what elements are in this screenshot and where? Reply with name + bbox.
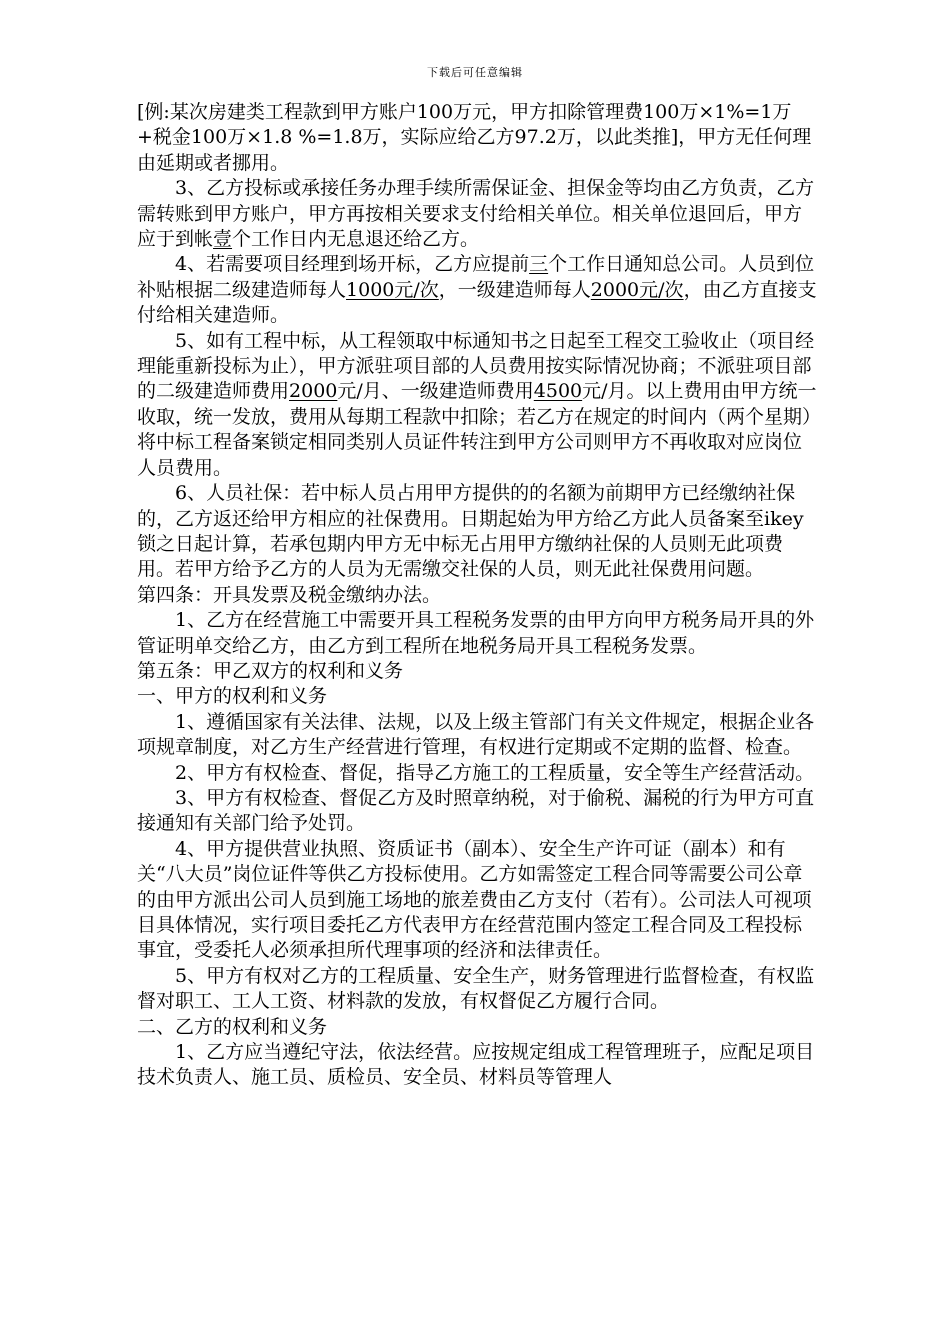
- document-body: [137, 100, 817, 1091]
- subsection-heading-party-b: 二、乙方的权利和义务: [137, 1015, 328, 1038]
- section-heading-5: 第五条：甲乙双方的权利和义务: [137, 659, 404, 682]
- paragraph-clause-5: 5、如有工程中标，从工程领取中标通知书之日起至工程交工验收止（项目经理能重新投标为止），甲方派驻项目部的人员费用按实际情况协商；不派驻项目部的二级建造师费用2000元/月、一级建造师费用4500元/月。以上费用由甲方统一收取，统一发放，费用从每期工程款中扣除；若乙方在规定的时间内（两个星期）将中标工程备案锁定相同类别人员证件转注到甲方公司则甲方不再收取对应岗位人员费用。: [137, 329, 817, 479]
- paragraph-clause-4: 4、若需要项目经理到场开标，乙方应提前三个工作日通知总公司。人员到位补贴根据二级建造师每人1000元/次，一级建造师每人2000元/次，由乙方直接支付给相关建造师。: [137, 253, 817, 327]
- paragraph-clause-3: 3、乙方投标或承接任务办理手续所需保证金、担保金等均由乙方负责，乙方需转账到甲方账户，甲方再按相关要求支付给相关单位。相关单位退回后，甲方应于到帐壹个工作日内无息退还给乙方。: [137, 177, 815, 251]
- section-heading-4: 第四条：开具发票及税金缴纳办法。: [137, 583, 442, 606]
- underlined-days: 壹: [213, 228, 233, 251]
- paragraph-a-5: 5、甲方有权对乙方的工程质量、安全生产，财务管理进行监督检查，有权监督对职工、工人工资、材料款的发放，有权督促乙方履行合同。: [137, 964, 815, 1013]
- underlined-amount: 1000元/次: [346, 278, 439, 301]
- paragraph-b-1: 1、乙方应当遵纪守法，依法经营。应按规定组成工程管理班子，应配足项目技术负责人、施工员、质检员、安全员、材料员等管理人: [137, 1041, 815, 1089]
- subsection-heading-party-a: 一、甲方的权利和义务: [137, 685, 328, 708]
- paragraph-a-1: 1、遵循国家有关法律、法规，以及上级主管部门有关文件规定，根据企业各项规章制度，对乙方生产经营进行管理，有权进行定期或不定期的监督、检查。: [137, 710, 815, 759]
- paragraph-invoice: 1、乙方在经营施工中需要开具工程税务发票的由甲方向甲方税务局开具的外管证明单交给乙方，由乙方到工程所在地税务局开具工程税务发票。: [137, 609, 815, 657]
- underlined-amount: 2000: [289, 380, 338, 403]
- underlined-days: 三: [529, 253, 549, 276]
- paragraph-a-3: 3、甲方有权检查、督促乙方及时照章纳税，对于偷税、漏税的行为甲方可直接通知有关部门给予处罚。: [137, 786, 815, 835]
- paragraph-a-2: 2、甲方有权检查、督促，指导乙方施工的工程质量，安全等生产经营活动。: [175, 761, 815, 784]
- paragraph-clause-6: 6、人员社保：若中标人员占用甲方提供的的名额为前期甲方已经缴纳社保的，乙方返还给甲方相应的社保费用。日期起始为甲方给乙方此人员备案至ikey锁之日起计算，若承包期内甲方无中标无占用甲方缴纳社保的人员则无此项费用。若甲方给予乙方的人员为无需缴交社保的人员，则无此社保费用问题。: [137, 482, 804, 581]
- paragraph-example: [例:某次房建类工程款到甲方账户100万元，甲方扣除管理费100万×1%=1万+税金100万×1.8 %=1.8万，实际应给乙方97.2万，以此类推]，甲方无任何理由延期或者挪用。: [137, 101, 812, 174]
- paragraph-a-4: 4、甲方提供营业执照、资质证书（副本）、安全生产许可证（副本）和有关“八大员”岗位证件等供乙方投标使用。乙方如需签定工程合同等需要公司公章的由甲方派出公司人员到施工场地的旅差费由乙方支付（若有）。公司法人可视项目具体情况，实行项目委托乙方代表甲方在经营范围内签定工程合同及工程投标事宜，受委托人必须承担所代理事项的经济和法律责任。: [137, 837, 812, 962]
- underlined-amount: 2000元/次: [590, 278, 684, 301]
- page-header: 下载后可任意编辑: [427, 66, 523, 79]
- underlined-amount: 4500: [533, 380, 583, 403]
